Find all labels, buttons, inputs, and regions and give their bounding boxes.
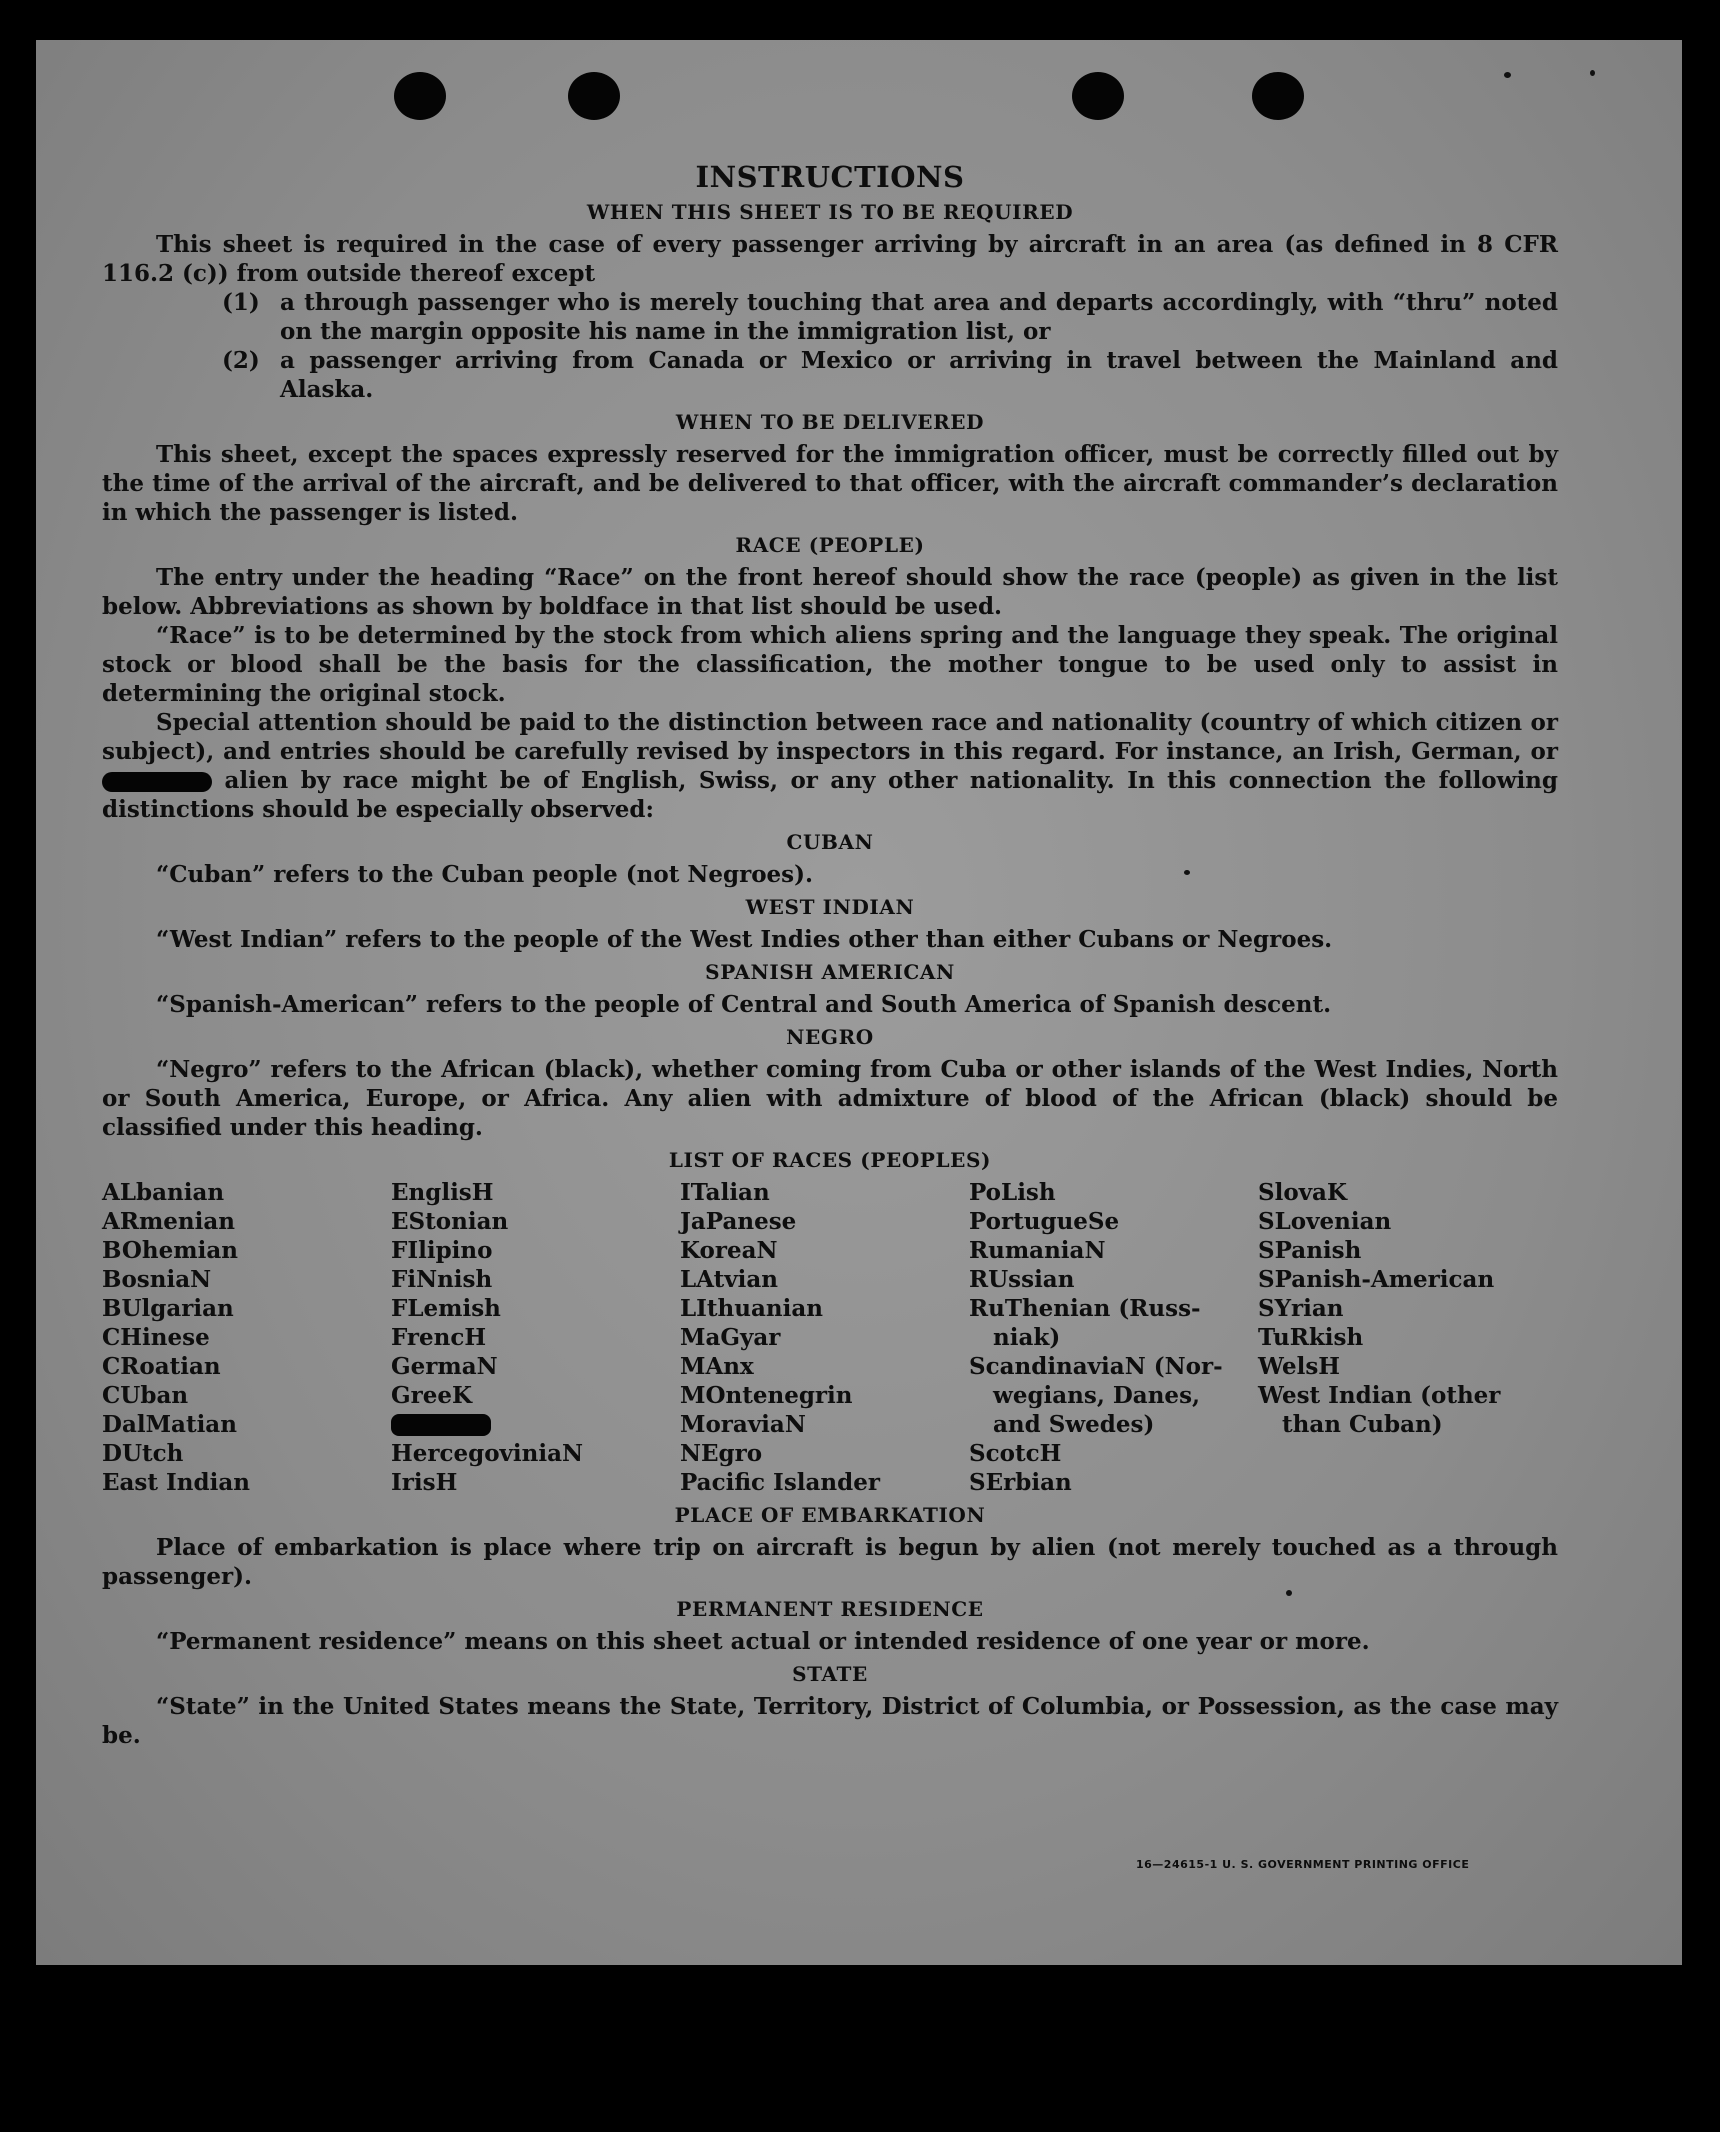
race-entry: than Cuban) xyxy=(1258,1411,1443,1438)
race-paragraph-3-after: alien by race might be of English, Swiss, or any other nationality. In this connection the following distinctions should be especially observed: xyxy=(102,767,1558,823)
exception-text: a through passenger who is merely touching that area and departs accordingly, with “thru” noted on the margin opposite his name in the immigration list, or xyxy=(280,289,1558,345)
race-entry: GermaN xyxy=(391,1353,498,1380)
race-entry: LIthuanian xyxy=(680,1295,823,1322)
race-entry: SYrian xyxy=(1258,1295,1344,1322)
cuban-text: “Cuban” refers to the Cuban people (not Negroes). xyxy=(156,861,814,888)
race-entry: West Indian (other xyxy=(1258,1382,1501,1409)
race-entry: TuRkish xyxy=(1258,1324,1364,1351)
race-entry: SErbian xyxy=(969,1469,1072,1496)
redaction-mark xyxy=(391,1410,671,1439)
heading-embarkation: PLACE OF EMBARKATION xyxy=(674,1503,986,1527)
race-column xyxy=(969,1178,1249,1497)
race-entry: SPanish xyxy=(1258,1237,1362,1264)
punch-hole xyxy=(1072,72,1124,120)
race-entry: RumaniaN xyxy=(969,1237,1106,1264)
race-entry: EnglisH xyxy=(391,1179,494,1206)
heading-west-indian: WEST INDIAN xyxy=(745,895,915,919)
race-entry: CHinese xyxy=(102,1324,210,1351)
race-entry: JaPanese xyxy=(680,1208,797,1235)
race-entry: MOntenegrin xyxy=(680,1382,853,1409)
spanish-american-text: “Spanish-American” refers to the people of Central and South America of Spanish descent. xyxy=(156,991,1332,1018)
heading-spanish-american: SPANISH AMERICAN xyxy=(705,960,955,984)
race-entry: ALbanian xyxy=(102,1179,225,1206)
race-entry: SPanish-American xyxy=(1258,1266,1495,1293)
race-entry: RuThenian (Russ- xyxy=(969,1295,1201,1322)
race-entry: FiNnish xyxy=(391,1266,493,1293)
negro-text: “Negro” refers to the African (black), whether coming from Cuba or other islands of the West Indies, North or South America, Europe, or Africa. Any alien with admixture of blood of the African (black) should be classified under this heading. xyxy=(102,1056,1558,1141)
heading-list-of-races: LIST OF RACES (PEOPLES) xyxy=(668,1148,992,1172)
race-entry: BUlgarian xyxy=(102,1295,234,1322)
race-entry: and Swedes) xyxy=(969,1411,1155,1438)
document-page xyxy=(36,40,1682,1965)
race-entry: FLemish xyxy=(391,1295,501,1322)
heading-when-delivered: WHEN TO BE DELIVERED xyxy=(675,410,985,434)
race-entry: LAtvian xyxy=(680,1266,778,1293)
race-entry: ScotcH xyxy=(969,1440,1062,1467)
race-column xyxy=(391,1178,671,1497)
embarkation-text: Place of embarkation is place where trip on aircraft is begun by alien (not merely touched as a through passenger). xyxy=(102,1534,1558,1590)
race-list xyxy=(102,1178,1558,1497)
when-delivered-text: This sheet, except the spaces expressly reserved for the immigration officer, must be correctly filled out by the time of the arrival of the aircraft, and be delivered to that officer, with the aircraft commander’s declaration in which the passenger is listed. xyxy=(102,441,1558,526)
race-entry: FrencH xyxy=(391,1324,487,1351)
punch-hole xyxy=(1252,72,1304,120)
exception-item xyxy=(222,346,1558,404)
redaction-mark xyxy=(102,772,212,792)
speck xyxy=(1504,72,1511,78)
race-entry: EStonian xyxy=(391,1208,509,1235)
race-entry: WelsH xyxy=(1258,1353,1341,1380)
race-entry: IrisH xyxy=(391,1469,458,1496)
speck xyxy=(1590,70,1595,76)
race-entry: CUban xyxy=(102,1382,189,1409)
race-entry: ScandinaviaN (Nor- xyxy=(969,1353,1223,1380)
race-entry: KoreaN xyxy=(680,1237,778,1264)
exception-item xyxy=(222,288,1558,346)
exception-text: a passenger arriving from Canada or Mexico or arriving in travel between the Mainland and Alaska. xyxy=(280,347,1558,403)
residence-text: “Permanent residence” means on this sheet actual or intended residence of one year or more. xyxy=(156,1628,1370,1655)
race-entry: East Indian xyxy=(102,1469,250,1496)
race-entry: NEgro xyxy=(680,1440,763,1467)
page-title: INSTRUCTIONS xyxy=(695,160,965,194)
race-entry: RUssian xyxy=(969,1266,1075,1293)
race-paragraph-3 xyxy=(102,708,1558,824)
heading-race: RACE (PEOPLE) xyxy=(735,533,925,557)
race-paragraph-3-before: Special attention should be paid to the distinction between race and nationality (country of which citizen or subject), and entries should be carefully revised by inspectors in this regard. For instance, an Irish, German, or xyxy=(102,709,1558,765)
punch-hole xyxy=(568,72,620,120)
race-entry: MAnx xyxy=(680,1353,754,1380)
state-text: “State” in the United States means the State, Territory, District of Columbia, or Possession, as the case may be. xyxy=(102,1693,1558,1749)
west-indian-text: “West Indian” refers to the people of the West Indies other than either Cubans or Negroes. xyxy=(156,926,1333,953)
race-entry: Pacific Islander xyxy=(680,1469,880,1496)
race-entry: wegians, Danes, xyxy=(969,1382,1201,1409)
exception-number: (2) xyxy=(222,347,260,374)
race-entry: MaGyar xyxy=(680,1324,781,1351)
race-entry: FIlipino xyxy=(391,1237,493,1264)
race-entry: PortugueSe xyxy=(969,1208,1120,1235)
race-entry: SlovaK xyxy=(1258,1179,1347,1206)
race-entry: niak) xyxy=(969,1324,1061,1351)
race-entry: GreeK xyxy=(391,1382,473,1409)
heading-residence: PERMANENT RESIDENCE xyxy=(676,1597,984,1621)
race-column xyxy=(680,1178,960,1497)
race-column xyxy=(102,1178,382,1497)
printing-office-code: 16—24615-1 U. S. GOVERNMENT PRINTING OFFICE xyxy=(1136,1858,1470,1871)
race-entry: ARmenian xyxy=(102,1208,236,1235)
race-column xyxy=(1258,1178,1558,1497)
heading-when-required: WHEN THIS SHEET IS TO BE REQUIRED xyxy=(586,200,1074,224)
exception-number: (1) xyxy=(222,289,260,316)
race-entry: BosniaN xyxy=(102,1266,212,1293)
when-required-intro: This sheet is required in the case of every passenger arriving by aircraft in an area (as defined in 8 CFR 116.2 (c)) from outside thereof except xyxy=(102,231,1558,287)
instructions-content xyxy=(102,160,1558,1750)
race-paragraph-2: “Race” is to be determined by the stock from which aliens spring and the language they speak. The original stock or blood shall be the basis for the classification, the mother tongue to be used only to assist in determining the original stock. xyxy=(102,622,1558,707)
race-entry: SLovenian xyxy=(1258,1208,1392,1235)
heading-state: STATE xyxy=(792,1662,868,1686)
race-entry: ITalian xyxy=(680,1179,770,1206)
race-paragraph-1: The entry under the heading “Race” on the front hereof should show the race (people) as given in the list below. Abbreviations as shown by boldface in that list should be used. xyxy=(102,564,1558,620)
race-entry: PoLish xyxy=(969,1179,1056,1206)
heading-negro: NEGRO xyxy=(786,1025,874,1049)
race-entry: DUtch xyxy=(102,1440,184,1467)
race-entry: BOhemian xyxy=(102,1237,238,1264)
race-entry: DalMatian xyxy=(102,1411,237,1438)
race-entry: MoraviaN xyxy=(680,1411,806,1438)
race-entry: CRoatian xyxy=(102,1353,221,1380)
punch-hole xyxy=(394,72,446,120)
heading-cuban: CUBAN xyxy=(786,830,874,854)
race-entry: HercegoviniaN xyxy=(391,1440,584,1467)
